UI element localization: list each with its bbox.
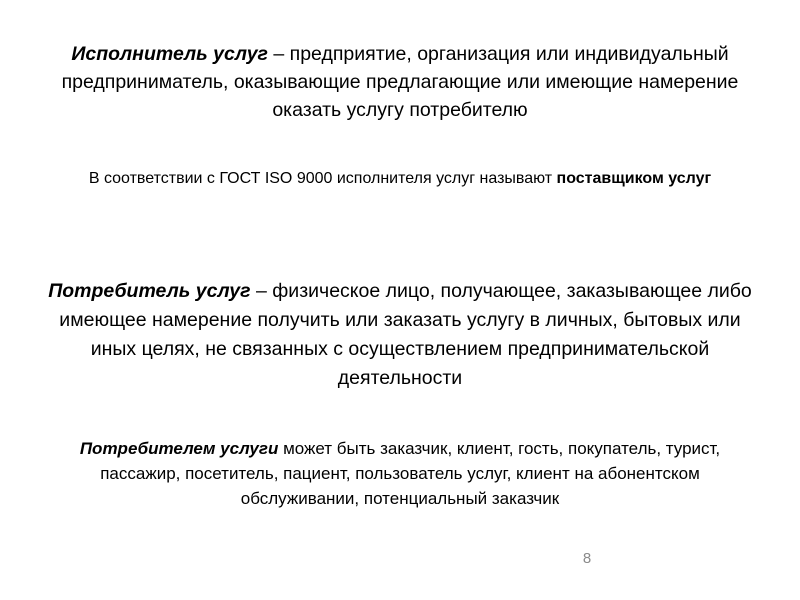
consumer-examples	[40, 436, 760, 511]
gost-note-text: В соответствии с ГОСТ ISO 9000 исполнителя услуг называют	[88, 170, 557, 187]
term-service-provider: Исполнитель услуг	[71, 43, 268, 65]
definition-service-provider	[40, 40, 760, 124]
term-consumer-examples: Потребителем услуги	[79, 439, 279, 458]
page-number: 8	[582, 550, 592, 567]
definition-service-consumer	[40, 277, 760, 393]
definition-service-provider-text: – предприятие, организация или индивидуальный предприниматель, оказывающие предлагающие или имеющие намерение оказать услугу потребителю	[61, 43, 739, 121]
definition-service-consumer-text: – физическое лицо, получающее, заказывающее либо имеющее намерение получить или заказать услугу в личных, бытовых или иных целях, не связанных с осуществлением предпринимательской деятельности	[59, 280, 752, 389]
gost-note-bold-term: поставщиком услуг	[556, 170, 712, 187]
term-service-consumer: Потребитель услуг	[48, 280, 251, 302]
gost-note	[40, 166, 760, 191]
consumer-examples-text: может быть заказчик, клиент, гость, покупатель, турист, пассажир, посетитель, пациент, пользователь услуг, клиент на абонентском обслуживании, потенциальный заказчик	[100, 439, 721, 508]
